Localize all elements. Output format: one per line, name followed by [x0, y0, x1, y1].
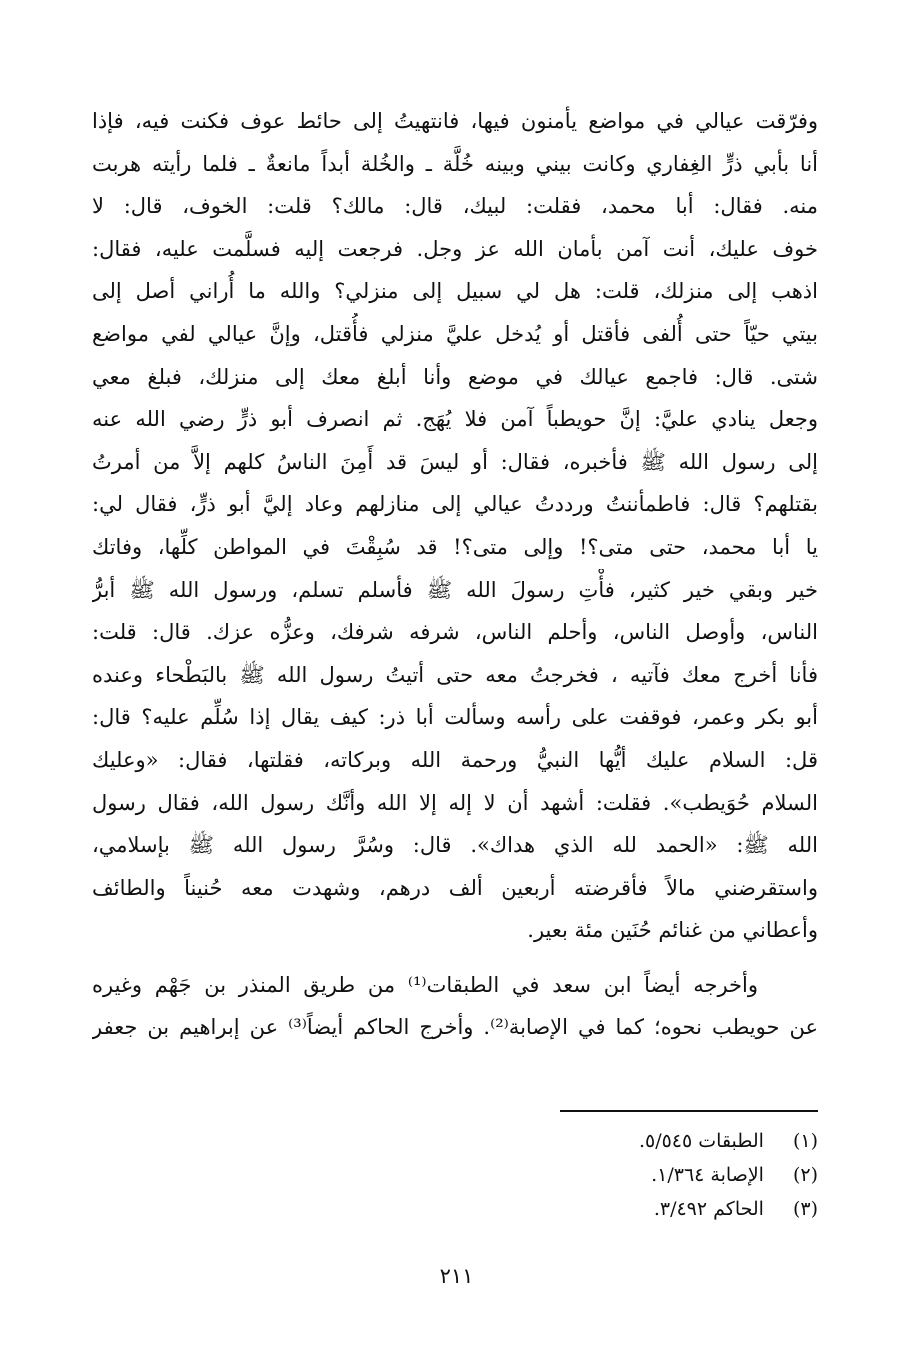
- text-line: بقتلهم؟ قال: فاطمأننتُ ورددتُ عيالي إلى منازلهم وعاد إليَّ أبو ذرٍّ، فقال لي:: [92, 492, 818, 517]
- footnote-text: الإصابة ١/٣٦٤.: [651, 1164, 764, 1186]
- text-line: اذهب إلى منزلك، قلت: هل لي سبيل إلى منزلي؟ والله ما أُراني أصل إلى: [92, 279, 818, 304]
- page-number: ٢١١: [439, 1264, 474, 1288]
- text-line: إلى رسول الله ﷺ فأخبره، فقال: أو ليسَ قد أَمِنَ الناسُ كلهم إلاَّ من أمرتُ: [92, 449, 818, 474]
- footnotes: [418, 1124, 818, 1226]
- text-line: يا أبا محمد، حتى متى؟! وإلى متى؟! قد سُبِقْتَ في المواطن كلِّها، وفاتك: [92, 534, 818, 559]
- footnote-text: الحاكم ٣/٤٩٢.: [653, 1198, 764, 1220]
- text-line: خوف عليك، أنت آمن بأمان الله عز وجل. فرجعت إليه فسلَّمت عليه، فقال:: [92, 236, 818, 261]
- main-text: [92, 100, 818, 1049]
- text-line: واستقرضني مالاً فأقرضته أربعين ألف درهم، وشهدت معه حُنيناً والطائف: [92, 875, 818, 900]
- footnote: [418, 1192, 818, 1226]
- footnote: [418, 1124, 818, 1158]
- text-line: وأعطاني من غنائم حُنَين مئة بعير.: [527, 918, 818, 943]
- footnote-divider: [560, 1110, 818, 1112]
- text-line: شتى. قال: فاجمع عيالك في موضع وأنا أبلغ معك إلى منزلك، فبلغ معي: [92, 364, 818, 389]
- text-line: منه. فقال: أبا محمد، فقلت: لبيك، قال: مالك؟ قلت: الخوف، قال: لا: [92, 194, 818, 219]
- text-line: وجعل ينادي عليَّ: إنَّ حويطباً آمن فلا يُهَج. ثم انصرف أبو ذرٍّ رضي الله عنه: [92, 407, 818, 432]
- text-line: خير وبقي خير كثير، فأْتِ رسولَ الله ﷺ فأسلم تسلم، ورسول الله ﷺ أبرُّ: [92, 577, 818, 602]
- text-line: عن حويطب نحوه؛ كما في الإصابة⁽²⁾. وأخرج الحاكم أيضاً⁽³⁾ عن إبراهيم بن جعفر: [92, 1015, 818, 1040]
- text-line: السلام حُوَيطب». فقلت: أشهد أن لا إله إلا الله وأنَّك رسول الله، فقال رسول: [92, 790, 818, 815]
- footnote-number: (١): [792, 1130, 818, 1152]
- text-line: وأخرجه أيضاً ابن سعد في الطبقات⁽¹⁾ من طريق المنذر بن جَهْم وغيره: [92, 972, 758, 997]
- paragraph-gap: [92, 952, 818, 964]
- footnote-number: (٣): [792, 1198, 818, 1220]
- footnote-number: (٢): [792, 1164, 818, 1186]
- text-line: بيتي حيّاً حتى أُلفى فأقتل أو يُدخل عليَّ منزلي فأُقتل، وإنَّ عيالي لفي مواضع: [92, 321, 818, 346]
- text-line: أنا بأبي ذرٍّ الغِفاري وكانت بيني وبينه خُلَّة ـ والخُلة أبداً مانعةٌ ـ فلما رأيته هربت: [92, 151, 818, 176]
- text-line: أبو بكر وعمر، فوقفت على رأسه وسألت أبا ذر: كيف يقال إذا سُلِّم عليه؟ قال:: [92, 705, 818, 730]
- text-line: فأنا أخرج معك فآتيه ، فخرجتُ معه حتى أتيتُ رسول الله ﷺ بالبَطْحاء وعنده: [92, 662, 818, 687]
- text-line: الناس، وأوصل الناس، وأحلم الناس، شرفه شرفك، وعزُّه عزك. قال: قلت:: [92, 620, 818, 645]
- text-line: قل: السلام عليك أيُّها النبيُّ ورحمة الله وبركاته، فقلتها، فقال: «وعليك: [92, 747, 818, 772]
- footnote: [418, 1158, 818, 1192]
- footnote-text: الطبقات ٥/٥٤٥.: [638, 1130, 764, 1152]
- text-line: الله ﷺ: «الحمد لله الذي هداك». قال: وسُرَّ رسول الله ﷺ بإسلامي،: [92, 833, 818, 858]
- text-line: وفرّقت عيالي في مواضع يأمنون فيها، فانتهيتُ إلى حائط عوف فكنت فيه، فإذا: [92, 109, 818, 133]
